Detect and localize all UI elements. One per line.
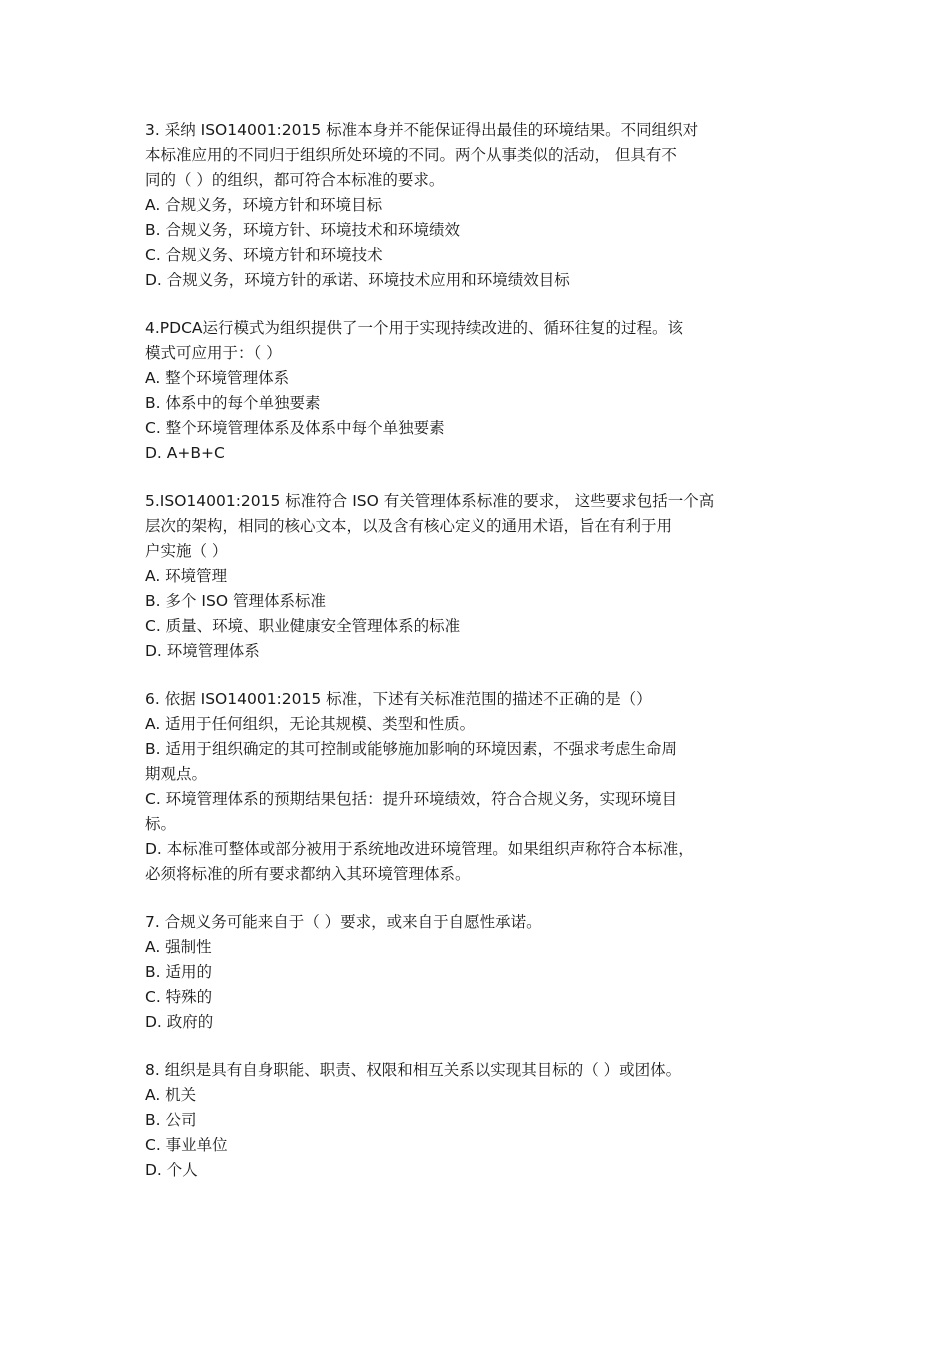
- question-stem: 5.ISO14001:2015 标准符合 ISO 有关管理体系标准的要求， 这些要求包括一个高: [145, 492, 715, 510]
- question-stem: 6. 依据 ISO14001:2015 标准，下述有关标准范围的描述不正确的是（）: [145, 690, 652, 708]
- question-stem: 层次的架构，相同的核心文本，以及含有核心定义的通用术语，旨在有利于用: [145, 517, 673, 535]
- answer-option: A. 强制性: [145, 938, 212, 956]
- question-7: [145, 910, 810, 1035]
- answer-option: A. 环境管理: [145, 567, 228, 585]
- question-stem: 同的（ ）的组织，都可符合本标准的要求。: [145, 171, 445, 189]
- answer-option: B. 体系中的每个单独要素: [145, 394, 321, 412]
- question-4: [145, 316, 810, 466]
- question-3: [145, 118, 810, 293]
- answer-option: 期观点。: [145, 765, 208, 783]
- question-6: [145, 687, 810, 887]
- answer-option: D. 个人: [145, 1161, 198, 1179]
- answer-option: C. 合规义务、环境方针和环境技术: [145, 246, 383, 264]
- answer-option: B. 合规义务，环境方针、环境技术和环境绩效: [145, 221, 460, 239]
- answer-option: B. 适用于组织确定的其可控制或能够施加影响的环境因素，不强求考虑生命周: [145, 740, 677, 758]
- question-stem: 3. 采纳 ISO14001:2015 标准本身并不能保证得出最佳的环境结果。不同组织对: [145, 121, 699, 139]
- answer-option: C. 整个环境管理体系及体系中每个单独要素: [145, 419, 445, 437]
- answer-option: D. A+B+C: [145, 444, 225, 462]
- answer-option: C. 质量、环境、职业健康安全管理体系的标准: [145, 617, 461, 635]
- answer-option: D. 本标准可整体或部分被用于系统地改进环境管理。如果组织声称符合本标准，: [145, 840, 694, 858]
- answer-option: A. 适用于任何组织，无论其规模、类型和性质。: [145, 715, 476, 733]
- answer-option: B. 公司: [145, 1111, 197, 1129]
- question-stem: 本标准应用的不同归于组织所处环境的不同。两个从事类似的活动， 但具有不: [145, 146, 677, 164]
- answer-option: B. 适用的: [145, 963, 212, 981]
- question-stem: 7. 合规义务可能来自于（ ）要求，或来自于自愿性承诺。: [145, 913, 542, 931]
- answer-option: A. 整个环境管理体系: [145, 369, 290, 387]
- answer-option: C. 特殊的: [145, 988, 213, 1006]
- question-5: [145, 489, 810, 664]
- question-stem: 8. 组织是具有自身职能、职责、权限和相互关系以实现其目标的（ ）或团体。: [145, 1061, 682, 1079]
- answer-option: D. 环境管理体系: [145, 642, 260, 660]
- document-page: [145, 118, 810, 1206]
- answer-option: A. 合规义务，环境方针和环境目标: [145, 196, 383, 214]
- answer-option: D. 政府的: [145, 1013, 214, 1031]
- question-8: [145, 1058, 810, 1183]
- question-stem: 4.PDCA运行模式为组织提供了一个用于实现持续改进的、循环往复的过程。该: [145, 319, 683, 337]
- question-stem: 模式可应用于：（ ）: [145, 344, 282, 362]
- answer-option: D. 合规义务，环境方针的承诺、环境技术应用和环境绩效目标: [145, 271, 570, 289]
- answer-option: B. 多个 ISO 管理体系标准: [145, 592, 326, 610]
- answer-option: A. 机关: [145, 1086, 197, 1104]
- answer-option: 标。: [145, 815, 177, 833]
- question-stem: 户实施（ ）: [145, 542, 228, 560]
- answer-option: 必须将标准的所有要求都纳入其环境管理体系。: [145, 865, 471, 883]
- answer-option: C. 事业单位: [145, 1136, 228, 1154]
- answer-option: C. 环境管理体系的预期结果包括：提升环境绩效，符合合规义务，实现环境目: [145, 790, 678, 808]
